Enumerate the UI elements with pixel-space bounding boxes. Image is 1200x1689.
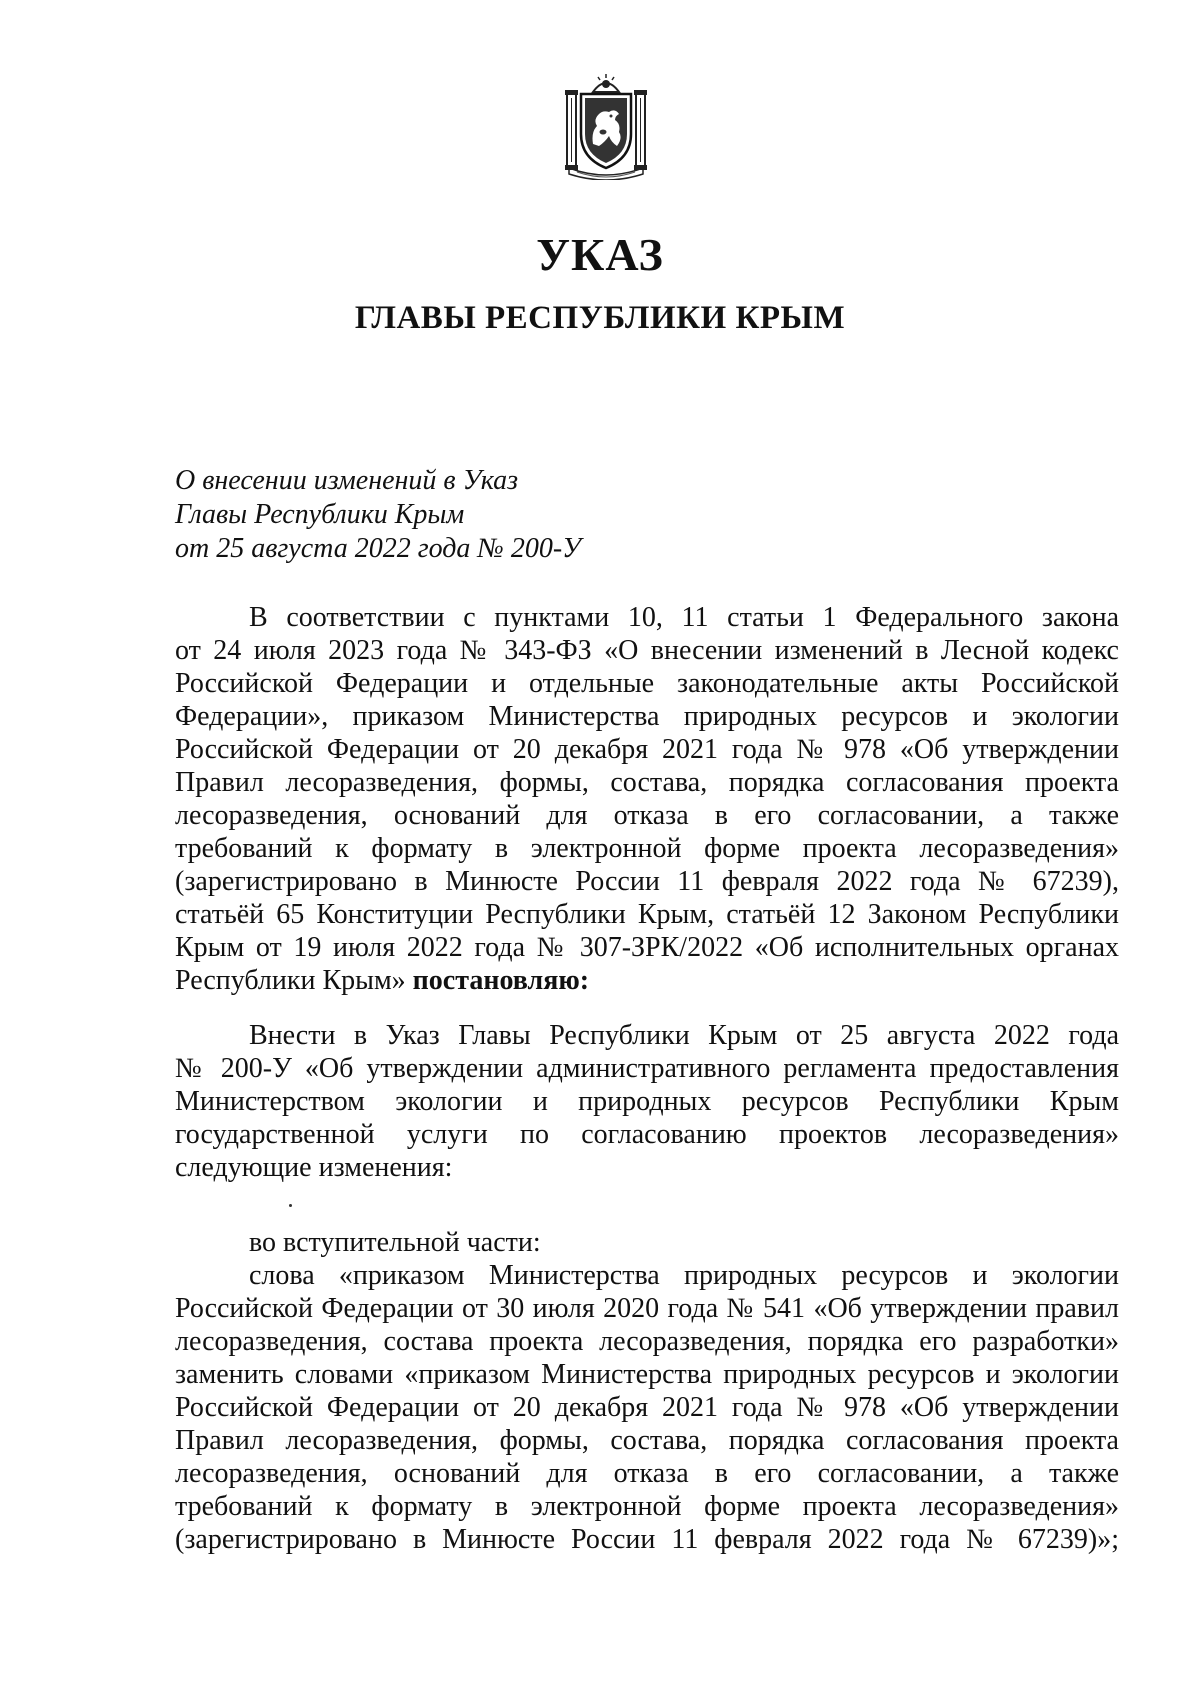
paragraph-line: Министерством экологии и природных ресурсов Республики Крым: [175, 1086, 1119, 1117]
subject-line: О внесении изменений в Указ: [175, 465, 519, 496]
coat-of-arms-icon: [563, 72, 649, 180]
paragraph-line: Крым от 19 июля 2022 года № 307-ЗРК/2022 «Об исполнительных органах: [175, 932, 1119, 963]
paragraph-line: лесоразведения, оснований для отказа в его согласовании, а также: [175, 1458, 1119, 1489]
amendment-paragraph: [175, 1019, 1119, 1184]
changes-paragraph: [175, 1226, 1119, 1556]
paragraph-line: Внести в Указ Главы Республики Крым от 25 августа 2022 года: [249, 1020, 1119, 1051]
paragraph-line: Федерации», приказом Министерства природных ресурсов и экологии: [175, 701, 1119, 732]
decree-word: постановляю:: [412, 965, 590, 996]
paragraph-line: № 200-У «Об утверждении административного регламента предоставления: [175, 1053, 1119, 1084]
paragraph-line: лесоразведения, оснований для отказа в его согласовании, а также: [175, 800, 1119, 831]
paragraph-line: (зарегистрировано в Минюсте России 11 февраля 2022 года № 67239)»;: [175, 1524, 1119, 1555]
paragraph-line: слова «приказом Министерства природных ресурсов и экологии: [249, 1260, 1119, 1291]
paragraph-line: Российской Федерации и отдельные законодательные акты Российской: [175, 668, 1119, 699]
paragraph-line: заменить словами «приказом Министерства природных ресурсов и экологии: [175, 1359, 1119, 1390]
document-subject: [175, 464, 581, 566]
paragraph-line: Российской Федерации от 20 декабря 2021 года № 978 «Об утверждении: [175, 1392, 1119, 1423]
paragraph-line: статьёй 65 Конституции Республики Крым, статьёй 12 Законом Республики: [175, 899, 1119, 930]
paragraph-line: требований к формату в электронной форме проекта лесоразведения»: [175, 833, 1119, 864]
paragraph-line: следующие изменения:: [175, 1152, 453, 1183]
document-subtitle: ГЛАВЫ РЕСПУБЛИКИ КРЫМ: [354, 300, 846, 336]
scan-speck: [289, 1204, 292, 1207]
paragraph-line: от 24 июля 2023 года № 343-ФЗ «О внесении изменений в Лесной кодекс: [175, 635, 1119, 666]
paragraph-line: В соответствии с пунктами 10, 11 статьи 1 Федерального закона: [249, 602, 1119, 633]
paragraph-line-text: Республики Крым»: [175, 965, 406, 996]
preamble-paragraph: [175, 601, 1119, 997]
paragraph-line: лесоразведения, состава проекта лесоразведения, порядка его разработки»: [175, 1326, 1119, 1357]
paragraph-line: Правил лесоразведения, формы, состава, порядка согласования проекта: [175, 767, 1119, 798]
document-title: УКАЗ: [536, 229, 664, 280]
paragraph-line: во вступительной части:: [249, 1227, 541, 1258]
paragraph-line: [175, 964, 1119, 997]
subject-line: Главы Республики Крым: [175, 499, 465, 530]
paragraph-line: Российской Федерации от 30 июля 2020 года № 541 «Об утверждении правил: [175, 1293, 1119, 1324]
paragraph-line: требований к формату в электронной форме проекта лесоразведения»: [175, 1491, 1119, 1522]
paragraph-line: Правил лесоразведения, формы, состава, порядка согласования проекта: [175, 1425, 1119, 1456]
paragraph-line: (зарегистрировано в Минюсте России 11 февраля 2022 года № 67239),: [175, 866, 1119, 897]
paragraph-line: Российской Федерации от 20 декабря 2021 года № 978 «Об утверждении: [175, 734, 1119, 765]
subject-line: от 25 августа 2022 года № 200-У: [175, 533, 581, 564]
paragraph-line: государственной услуги по согласованию проектов лесоразведения»: [175, 1119, 1119, 1150]
